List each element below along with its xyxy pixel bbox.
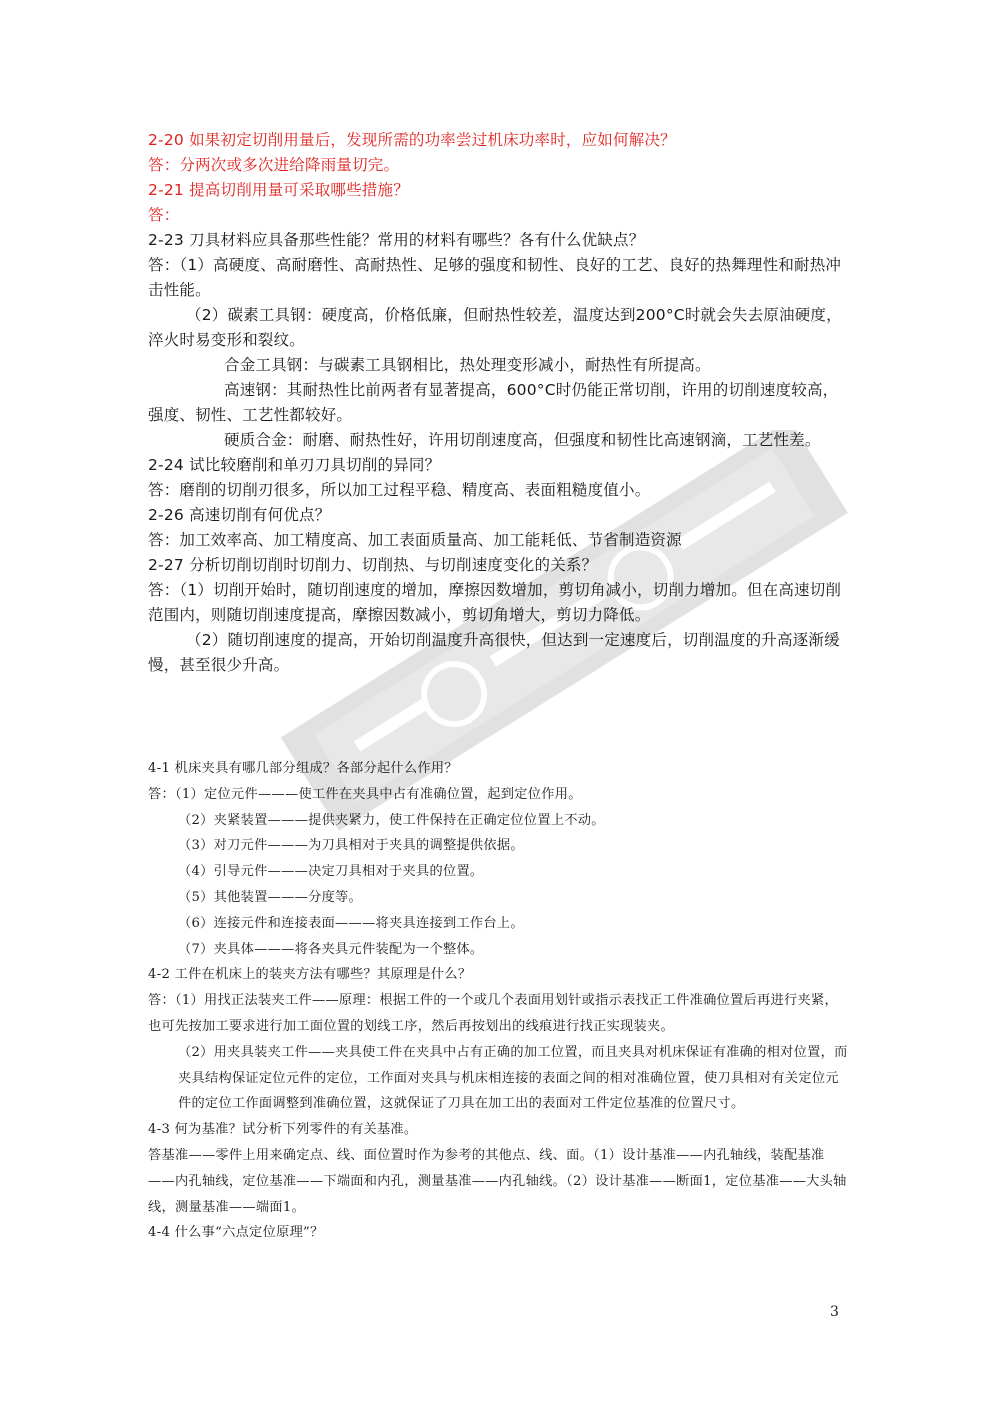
answers-section-chapter-4 xyxy=(148,756,848,1246)
question-4-4: 4-4 什么事“六点定位原理”？ xyxy=(148,1225,324,1241)
page-number: 3 xyxy=(830,1304,839,1320)
answer-4-1-item: （4）引导元件———决定刀具相对于夹具的位置。 xyxy=(178,864,484,880)
question-2-23: 2-23 刀具材料应具备那些性能？常用的材料有哪些？各有什么优缺点？ xyxy=(148,231,645,249)
answer-4-2-part2: （2）用夹具装夹工件——夹具使工件在夹具中占有正确的加工位置，而且夹具对机床保证有准确的相对位置，而夹具结构保证定位元件的定位，工作面对夹具与机床相连接的表面之间的相对准确位置，使刀具相对有关定位元件的定位工作面调整到准确位置，这就保证了刀具在加工出的表面对工件定位基准的位置尺寸。 xyxy=(178,1044,848,1112)
answer-2-20: 答：分两次或多次进给降雨量切完。 xyxy=(148,156,400,174)
answer-2-23-part2: （2）碳素工具钢：硬度高，价格低廉，但耐热性较差，温度达到200°C时就会失去原油硬度，淬火时易变形和裂纹。 xyxy=(148,306,842,349)
answer-4-1-item: （3）对刀元件———为刀具相对于夹具的调整提供依据。 xyxy=(178,838,524,854)
answer-2-23-part3: 合金工具钢：与碳素工具钢相比，热处理变形减小，耐热性有所提高。 xyxy=(224,356,711,374)
answer-4-1-item: 答：（1）定位元件———使工件在夹具中占有准确位置，起到定位作用。 xyxy=(148,786,582,802)
answer-4-1-item: （2）夹紧装置———提供夹紧力，使工件保持在正确定位位置上不动。 xyxy=(178,812,605,828)
answer-2-26: 答：加工效率高、加工精度高、加工表面质量高、加工能耗低、节省制造资源 xyxy=(148,531,682,549)
answer-2-23-part1: 答：（1）高硬度、高耐磨性、高耐热性、足够的强度和韧性、良好的工艺、良好的热舞理性和耐热冲击性能。 xyxy=(148,256,842,299)
answer-4-1-item: （7）夹具体———将各夹具元件装配为一个整体。 xyxy=(178,941,484,957)
question-4-2: 4-2 工件在机床上的装夹方法有哪些？其原理是什么？ xyxy=(148,967,472,983)
answer-2-27-part1: 答：（1）切削开始时，随切削速度的增加，摩擦因数增加，剪切角减小，切削力增加。但在高速切削范围内，则随切削速度提高，摩擦因数减小，剪切角增大，剪切力降低。 xyxy=(148,581,842,624)
question-2-21: 2-21 提高切削用量可采取哪些措施？ xyxy=(148,181,409,199)
question-2-27: 2-27 分析切削切削时切削力、切削热、与切削速度变化的关系？ xyxy=(148,556,598,574)
answers-section-chapter-2 xyxy=(148,128,848,678)
answer-2-21: 答： xyxy=(148,206,180,224)
answer-2-24: 答：磨削的切削刃很多，所以加工过程平稳、精度高、表面粗糙度值小。 xyxy=(148,481,651,499)
answer-4-1-item: （6）连接元件和连接表面———将夹具连接到工作台上。 xyxy=(178,915,524,931)
question-4-1: 4-1 机床夹具有哪几部分组成？各部分起什么作用？ xyxy=(148,761,458,776)
question-2-24: 2-24 试比较磨削和单刃刀具切削的异同？ xyxy=(148,456,441,474)
answer-4-3: 答基准——零件上用来确定点、线、面位置时作为参考的其他点、线、面。（1）设计基准——内孔轴线，装配基准——内孔轴线，定位基准——下端面和内孔，测量基准——内孔轴线。（2）设计基准——断面1，定位基准——大头轴线，测量基准——端面1。 xyxy=(148,1147,847,1215)
answer-2-23-part5: 硬质合金：耐磨、耐热性好，许用切削速度高，但强度和韧性比高速钢滴，工艺性差。 xyxy=(224,431,821,449)
question-2-20: 2-20 如果初定切削用量后，发现所需的功率尝过机床功率时，应如何解决？ xyxy=(148,131,676,149)
answer-4-1-item: （5）其他装置———分度等。 xyxy=(178,889,363,905)
question-2-26: 2-26 高速切削有何优点？ xyxy=(148,506,331,524)
answer-2-23-part4: 高速钢：其耐热性比前两者有显著提高，600°C时仍能正常切削，许用的切削速度较高，强度、韧性、工艺性都较好。 xyxy=(148,381,839,424)
answer-2-27-part2: （2）随切削速度的提高，开始切削温度升高很快，但达到一定速度后，切削温度的升高逐渐缓慢，甚至很少升高。 xyxy=(148,631,840,674)
question-4-3: 4-3 何为基准？试分析下列零件的有关基准。 xyxy=(148,1122,418,1138)
answer-4-2-part1: 答：（1）用找正法装夹工件——原理：根据工件的一个或几个表面用划针或指示表找正工件准确位置后再进行夹紧，也可先按加工要求进行加工面位置的划线工序，然后再按划出的线痕进行找正实现装夹。 xyxy=(148,993,838,1034)
